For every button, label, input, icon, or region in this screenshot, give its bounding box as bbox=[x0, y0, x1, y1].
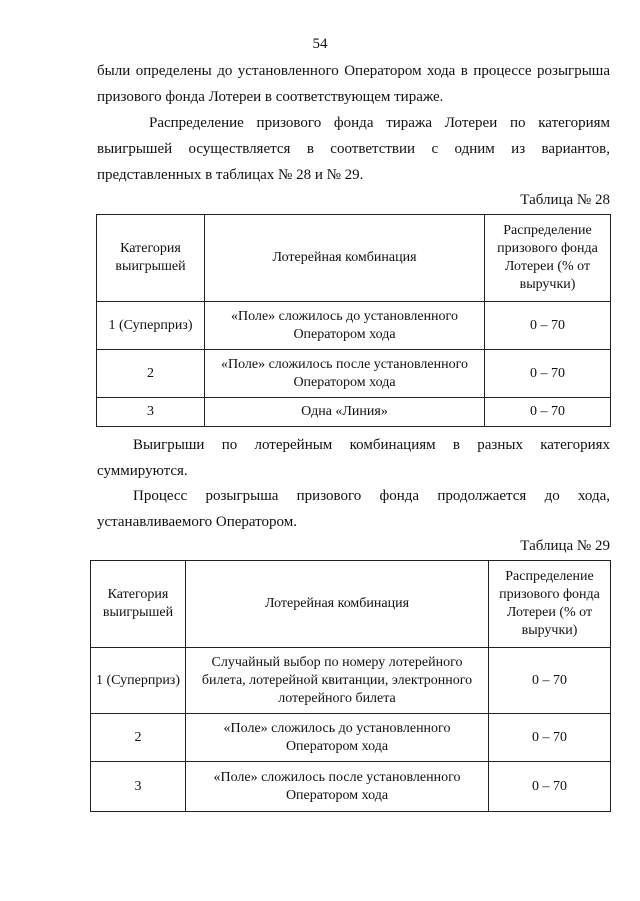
header-cell-distribution: Распределение призового фонда Лотереи (% от выручки) bbox=[489, 561, 611, 648]
page-number: 54 bbox=[312, 36, 328, 52]
paragraph-line: Выигрыши по лотерейным комбинациям в разных категориях bbox=[133, 437, 610, 453]
table-cell: «Поле» сложилось после установленного Оператором хода bbox=[186, 762, 489, 812]
table-cell: 0 – 70 bbox=[485, 398, 611, 427]
table-cell: 0 – 70 bbox=[489, 648, 611, 714]
table-header-row bbox=[97, 215, 611, 302]
table-cell: 0 – 70 bbox=[489, 714, 611, 762]
table-29 bbox=[90, 560, 611, 812]
table-row bbox=[91, 762, 611, 812]
table-cell: «Поле» сложилось после установленного Оператором хода bbox=[205, 350, 485, 398]
header-cell-combination: Лотерейная комбинация bbox=[186, 561, 489, 648]
table-cell: 3 bbox=[97, 398, 205, 427]
paragraph-2 bbox=[97, 110, 610, 188]
paragraph-line: представленных в таблицах № 28 и № 29. bbox=[97, 167, 364, 183]
table-cell: Одна «Линия» bbox=[205, 398, 485, 427]
paragraph-line: Распределение призового фонда тиража Лотереи по категориям bbox=[149, 115, 610, 131]
paragraph-line: устанавливаемого Оператором. bbox=[97, 514, 297, 530]
table-row bbox=[91, 648, 611, 714]
table-row bbox=[97, 398, 611, 427]
table-29-caption: Таблица № 29 bbox=[520, 538, 610, 554]
paragraph-line: призового фонда Лотереи в соответствующем тираже. bbox=[97, 89, 444, 105]
table-cell: 0 – 70 bbox=[485, 302, 611, 350]
paragraph-line: выигрышей осуществляется в соответствии с одним из вариантов, bbox=[97, 141, 610, 157]
table-cell: 0 – 70 bbox=[489, 762, 611, 812]
table-cell: «Поле» сложилось до установленного Оператором хода bbox=[186, 714, 489, 762]
table-row bbox=[97, 302, 611, 350]
table-header-row bbox=[91, 561, 611, 648]
table-cell: 1 (Суперприз) bbox=[91, 648, 186, 714]
header-cell-category: Категория выигрышей bbox=[97, 215, 205, 302]
table-cell: «Поле» сложилось до установленного Оператором хода bbox=[205, 302, 485, 350]
paragraph-1 bbox=[97, 58, 610, 110]
paragraph-line: Процесс розыгрыша призового фонда продолжается до хода, bbox=[133, 488, 610, 504]
table-row bbox=[91, 714, 611, 762]
header-cell-combination: Лотерейная комбинация bbox=[205, 215, 485, 302]
table-cell: 0 – 70 bbox=[485, 350, 611, 398]
table-cell: 3 bbox=[91, 762, 186, 812]
header-cell-category: Категория выигрышей bbox=[91, 561, 186, 648]
table-cell: 1 (Суперприз) bbox=[97, 302, 205, 350]
table-cell: 2 bbox=[91, 714, 186, 762]
paragraph-3 bbox=[97, 432, 610, 484]
table-cell: Случайный выбор по номеру лотерейного билета, лотерейной квитанции, электронного лотерейного билета bbox=[186, 648, 489, 714]
table-cell: 2 bbox=[97, 350, 205, 398]
table-row bbox=[97, 350, 611, 398]
paragraph-4 bbox=[97, 483, 610, 535]
paragraph-line: были определены до установленного Оператором хода в процессе розыгрыша bbox=[97, 63, 610, 79]
paragraph-line: суммируются. bbox=[97, 463, 188, 479]
table-28 bbox=[96, 214, 611, 427]
table-28-caption: Таблица № 28 bbox=[520, 192, 610, 208]
header-cell-distribution: Распределение призового фонда Лотереи (% от выручки) bbox=[485, 215, 611, 302]
